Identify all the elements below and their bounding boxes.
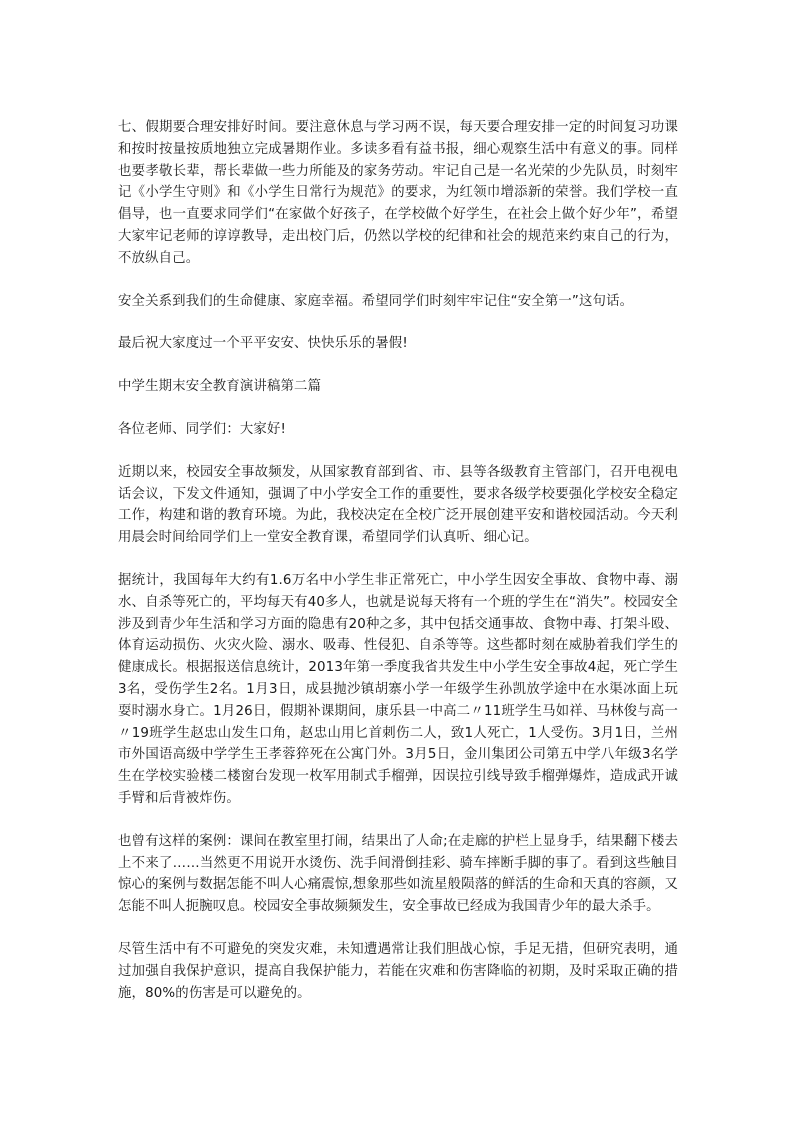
paragraph-closing-wish: 最后祝大家度过一个平平安安、快快乐乐的暑假!	[118, 336, 408, 352]
paragraph-self-protection: 尽管生活中有不可避免的突发灾难，未知遭遇常让我们胆战心惊，手足无措，但研究表明，通过加强自我保护意识，提高自我保护能力，若能在灾难和伤害降临的初期，及时采取正确的措施，80%的伤害是可以避免的。	[118, 941, 678, 1001]
paragraph-safety-first: 安全关系到我们的生命健康、家庭幸福。希望同学们时刻牢牢记住“安全第一”这句话。	[118, 293, 634, 309]
paragraph-case-examples: 也曾有这样的案例：课间在教室里打闹，结果出了人命;在走廊的护栏上显身手，结果翻下楼去上不来了……当然更不用说开水烫伤、洗手间滑倒挂彩、骑车摔断手脚的事了。看到这些触目惊心的案例与数据怎能不叫人心痛震惊,想象那些如流星般陨落的鲜活的生命和天真的容颜，又怎能不叫人扼腕叹息。校园安全事故频频发生，安全事故已经成为我国青少年的最大杀手。	[118, 833, 678, 915]
paragraph-greeting: 各位老师、同学们：大家好!	[118, 421, 287, 437]
document-body	[118, 117, 678, 1025]
paragraph-statistics: 据统计，我国每年大约有1.6万名中小学生非正常死亡，中小学生因安全事故、食物中毒、溺水、自杀等死亡的，平均每天有40多人，也就是说每天将有一个班的学生在“消失”。校园安全涉及到青少年生活和学习方面的隐患有20种之多，其中包括交通事故、食物中毒、打架斗殴、体育运动损伤、火灾火险、溺水、吸毒、性侵犯、自杀等等。这些都时刻在威胁着我们学生的健康成长。根据报送信息统计，2013年第一季度我省共发生中小学生安全事故4起，死亡学生3名，受伤学生2名。1月3日，成县抛沙镇胡寨小学一年级学生孙凯放学途中在水渠冰面上玩耍时溺水身亡。1月26日，假期补课期间，康乐县一中高二〃11班学生马如祥、马林俊与高一〃19班学生赵忠山发生口角，赵忠山用匕首刺伤二人，致1人死亡，1人受伤。3月1日，兰州市外国语高级中学学生王孝蓉猝死在公寓门外。3月5日，金川集团公司第五中学八年级3名学生在学校实验楼二楼窗台发现一枚军用制式手榴弹，因误拉引线导致手榴弹爆炸，造成武开诚手臂和后背被炸伤。	[118, 572, 678, 806]
section-title: 中学生期末安全教育演讲稿第二篇	[118, 379, 322, 395]
paragraph-recent-accidents: 近期以来，校园安全事故频发，从国家教育部到省、市、县等各级教育主管部门，召开电视电话会议，下发文件通知，强调了中小学安全工作的重要性，要求各级学校要强化学校安全稳定工作，构建和谐的教育环境。为此，我校决定在全校广泛开展创建平安和谐校园活动。今天利用晨会时间给同学们上一堂安全教育课，希望同学们认真听、细心记。	[118, 464, 678, 546]
paragraph-vacation-schedule: 七、假期要合理安排好时间。要注意休息与学习两不误，每天要合理安排一定的时间复习功课和按时按量按质地独立完成暑期作业。多读多看有益书报，细心观察生活中有意义的事。同样也要孝敬长辈，帮长辈做一些力所能及的家务劳动。牢记自己是一名光荣的少先队员，时刻牢记《小学生守则》和《小学生日常行为规范》的要求，为红领巾增添新的荣誉。我们学校一直倡导，也一直要求同学们“在家做个好孩子，在学校做个好学生，在社会上做个好少年”，希望大家牢记老师的谆谆教导，走出校门后，仍然以学校的纪律和社会的规范来约束自己的行为，不放纵自己。	[118, 120, 678, 266]
